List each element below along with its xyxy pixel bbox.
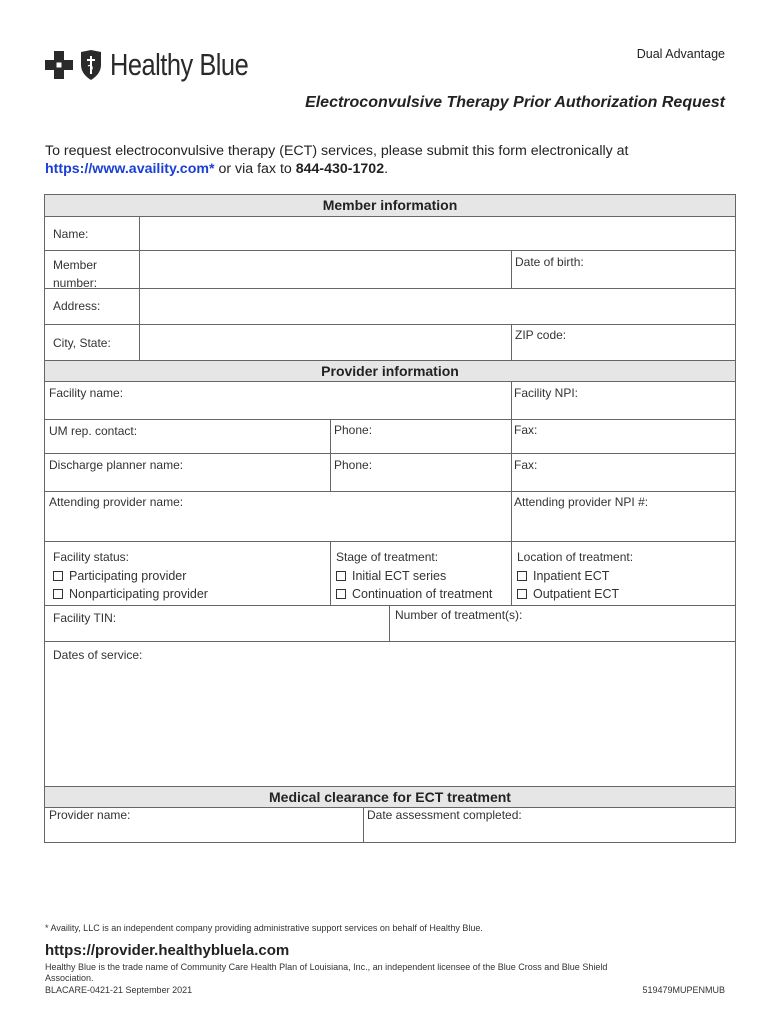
initial-ect-checkbox[interactable] (336, 567, 492, 585)
name-field[interactable] (141, 217, 734, 249)
location-label: Location of treatment: (517, 550, 634, 564)
city-state-field[interactable] (141, 325, 510, 359)
member-info-header: Member information (45, 195, 735, 217)
participating-checkbox[interactable] (53, 567, 208, 585)
discharge-fax-label: Fax: (514, 458, 538, 472)
option-label: Participating provider (69, 569, 187, 583)
option-label: Nonparticipating provider (69, 587, 208, 601)
address-field[interactable] (141, 289, 734, 323)
checkbox-icon (517, 589, 527, 599)
facility-status-label: Facility status: (53, 550, 130, 564)
option-label: Inpatient ECT (533, 569, 610, 583)
intro-fax-text: or via fax to (214, 161, 296, 177)
assessment-date-label: Date assessment completed: (367, 808, 522, 822)
discharge-planner-label: Discharge planner name: (49, 458, 184, 472)
provider-website-link[interactable]: https://provider.healthybluela.com (45, 942, 290, 959)
dates-of-service-field[interactable] (49, 665, 733, 785)
form-title: Electroconvulsive Therapy Prior Authorization Request (305, 94, 725, 111)
member-number-label: Member number: (53, 258, 98, 290)
clearance-provider-label: Provider name: (49, 808, 131, 822)
address-label: Address: (53, 299, 101, 313)
checkbox-icon (517, 571, 527, 581)
zip-label: ZIP code: (515, 328, 567, 342)
um-rep-label: UM rep. contact: (49, 424, 138, 438)
member-number-field[interactable] (141, 251, 510, 287)
intro-sentence: To request electroconvulsive therapy (ECT) services, please submit this form electronically at (45, 143, 629, 159)
document-code: BLACARE-0421-21 September 2021 (45, 985, 193, 995)
fax-number: 844-430-1702 (295, 161, 385, 177)
outpatient-checkbox[interactable] (517, 585, 633, 603)
document-id: 519479MUPENMUB (642, 985, 725, 995)
attending-npi-label: Attending provider NPI #: (514, 495, 649, 509)
checkbox-icon (336, 589, 346, 599)
blue-shield-icon (78, 49, 104, 81)
option-label: Continuation of treatment (352, 587, 493, 601)
dob-label: Date of birth: (515, 255, 584, 269)
intro-period: . (384, 161, 389, 177)
location-of-treatment-group (517, 550, 633, 603)
blue-cross-icon (44, 50, 74, 80)
um-phone-label: Phone: (334, 423, 373, 437)
checkbox-icon (53, 589, 63, 599)
prior-auth-form (44, 194, 736, 843)
dob-field[interactable] (513, 269, 734, 287)
availity-link[interactable]: https://www.availity.com (45, 161, 209, 177)
provider-info-header: Provider information (45, 360, 735, 382)
facility-status-group (53, 550, 208, 603)
intro-text (45, 142, 725, 178)
dates-of-service-label: Dates of service: (53, 648, 143, 662)
plan-name: Dual Advantage (636, 47, 725, 61)
trade-name-notice: Healthy Blue is the trade name of Community Care Health Plan of Louisiana, Inc., an independent licensee of the Blue Cross and Blue Shield Association. (45, 962, 608, 983)
option-label: Initial ECT series (352, 569, 447, 583)
facility-tin-label: Facility TIN: (53, 611, 117, 625)
healthy-blue-logo (44, 46, 279, 84)
discharge-phone-label: Phone: (334, 458, 373, 472)
checkbox-icon (53, 571, 63, 581)
um-fax-label: Fax: (514, 423, 538, 437)
continuation-checkbox[interactable] (336, 585, 492, 603)
checkbox-icon (336, 571, 346, 581)
zip-field[interactable] (513, 343, 734, 359)
stage-label: Stage of treatment: (336, 550, 439, 564)
brand-name: Healthy Blue (110, 47, 249, 82)
stage-of-treatment-group (336, 550, 492, 603)
facility-npi-label: Facility NPI: (514, 386, 579, 400)
nonparticipating-checkbox[interactable] (53, 585, 208, 603)
name-label: Name: (53, 227, 89, 241)
option-label: Outpatient ECT (533, 587, 620, 601)
facility-name-label: Facility name: (49, 386, 124, 400)
clearance-header: Medical clearance for ECT treatment (45, 786, 735, 808)
availity-asterisk: * (208, 161, 215, 177)
inpatient-checkbox[interactable] (517, 567, 633, 585)
city-state-label: City, State: (53, 336, 111, 350)
availity-disclaimer: * Availity, LLC is an independent company providing administrative support services on behalf of Healthy Blue. (45, 923, 483, 933)
attending-provider-label: Attending provider name: (49, 495, 184, 509)
num-treatments-label: Number of treatment(s): (395, 608, 523, 622)
